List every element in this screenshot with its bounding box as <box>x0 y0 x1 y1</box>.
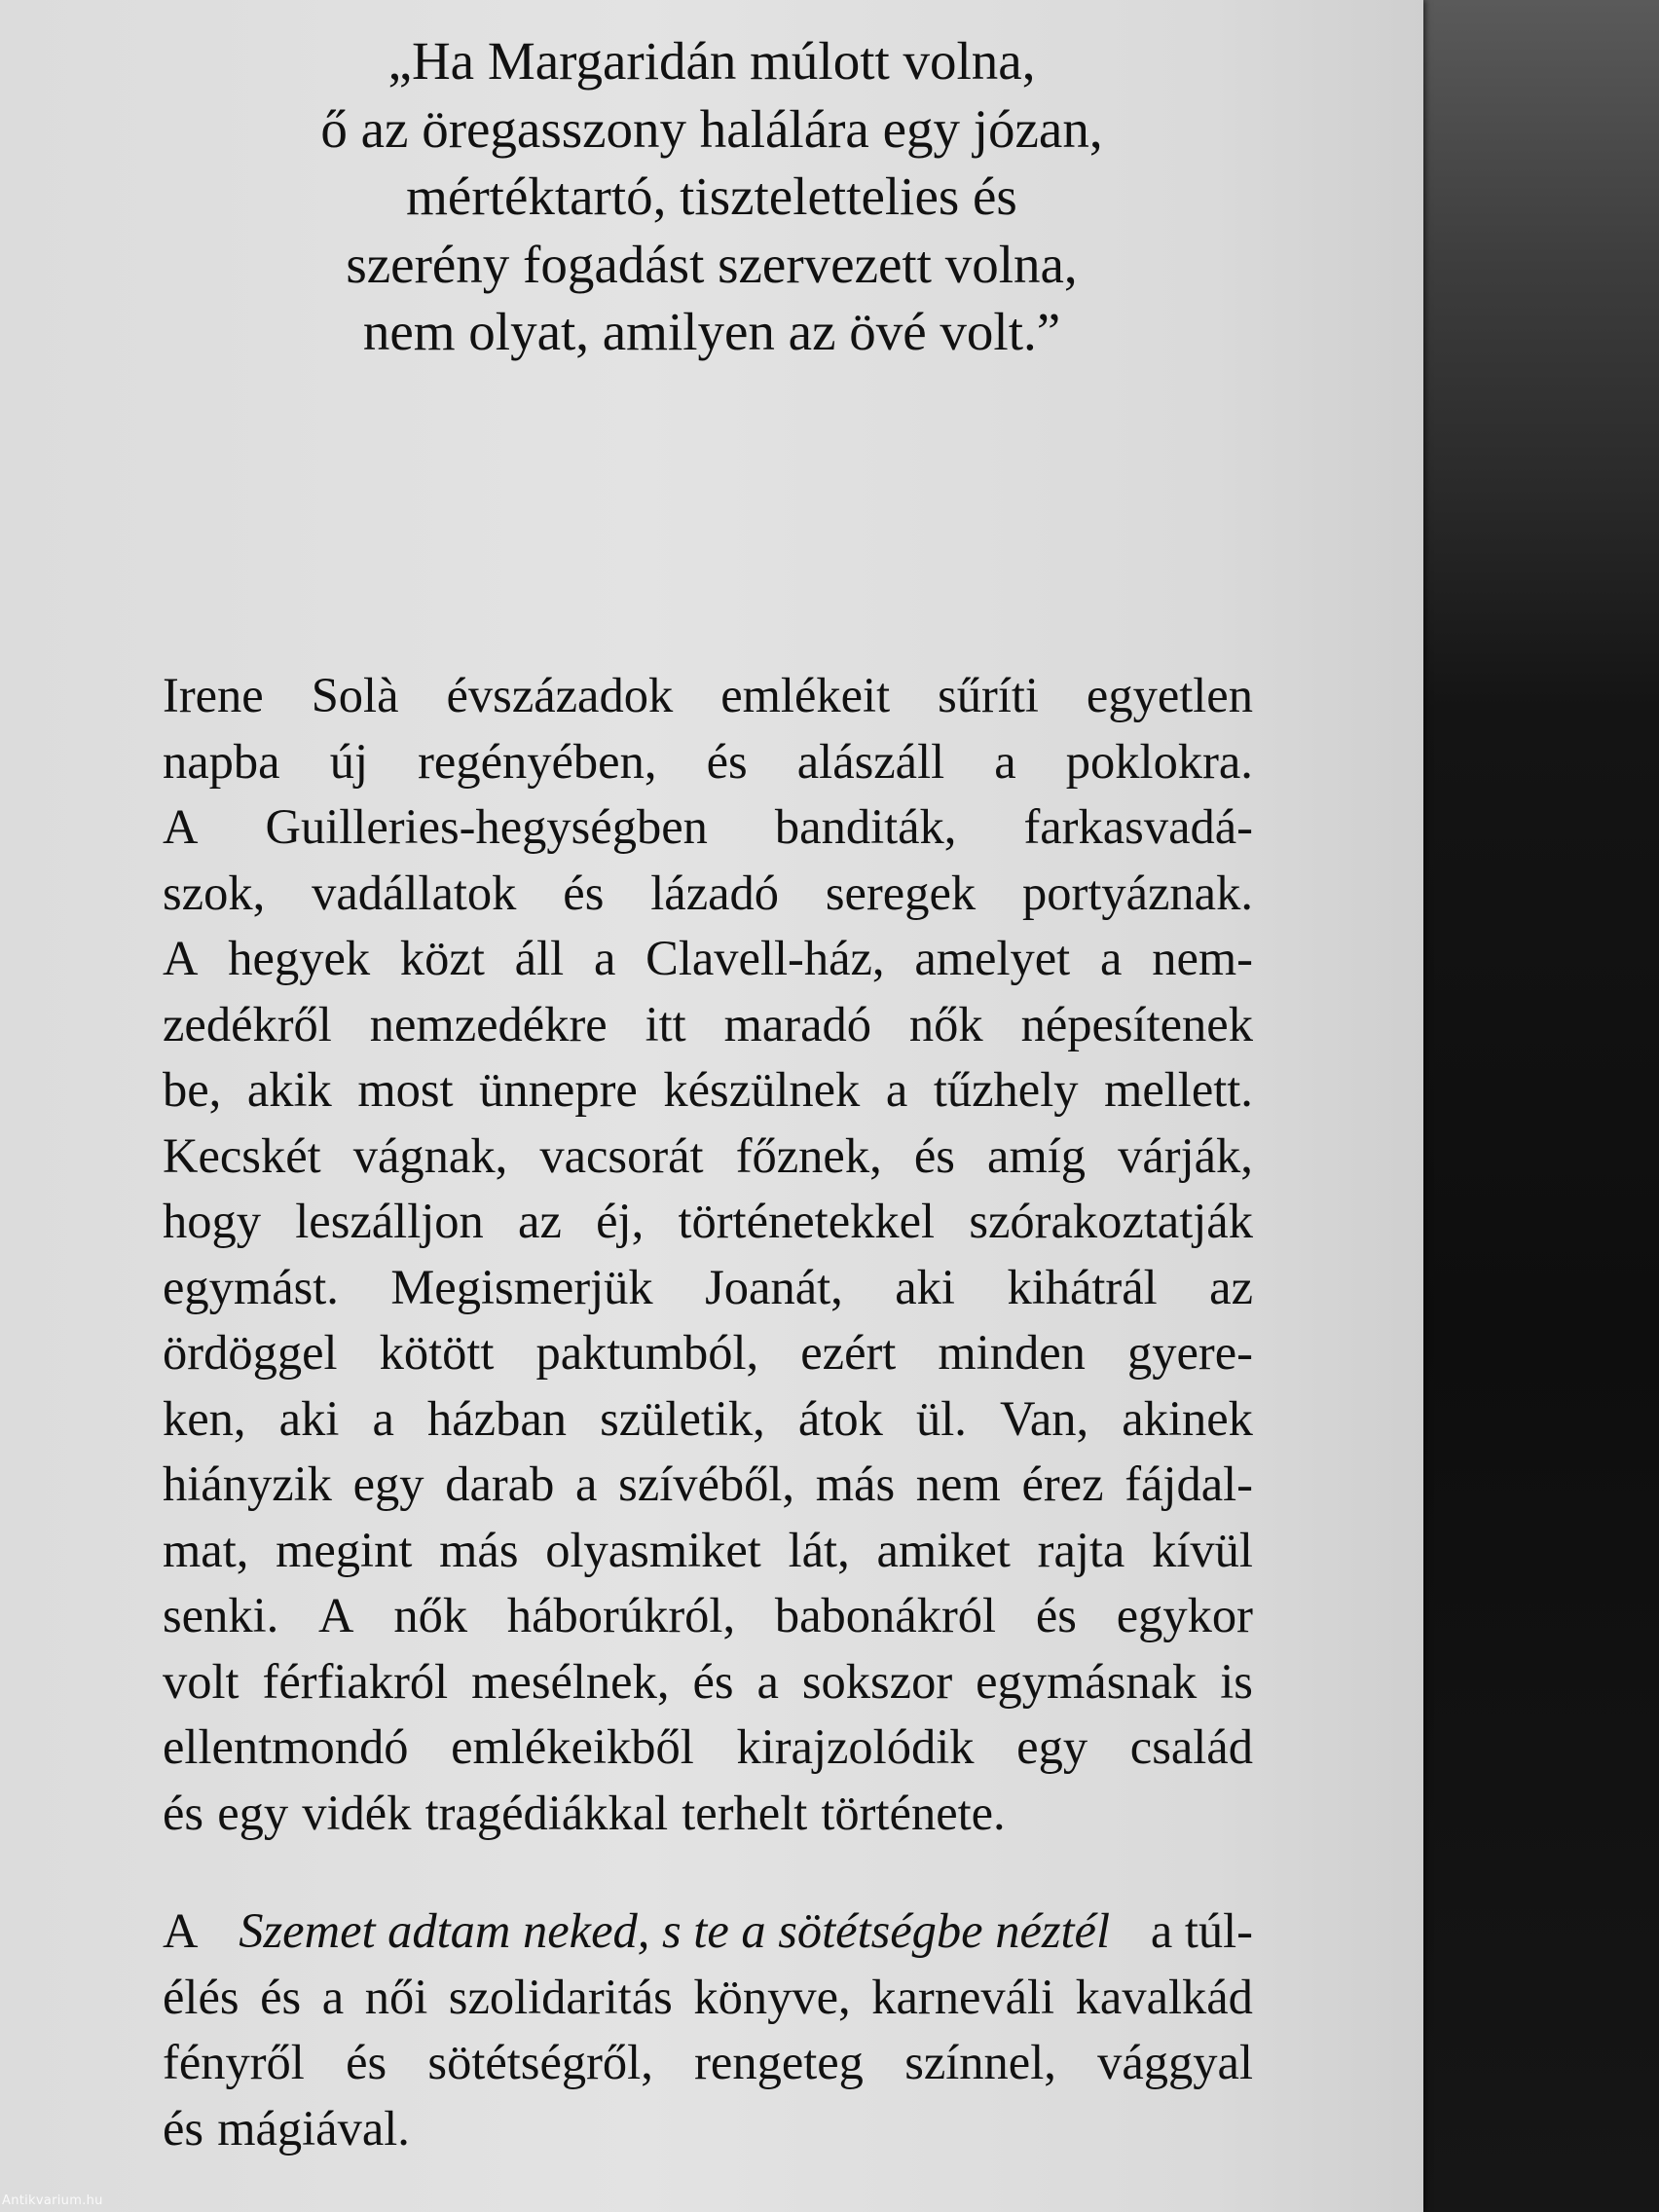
word: mesélnek, <box>471 1653 670 1709</box>
word: regényében, <box>418 733 657 789</box>
word: vidék <box>302 1785 412 1840</box>
word: a <box>885 1062 908 1117</box>
word: születik, <box>600 1390 765 1446</box>
quote-line: szerény fogadást szervezett volna, <box>346 234 1078 294</box>
word: története. <box>821 1785 1006 1840</box>
quote-line: mértéktartó, tisztelettelies és <box>406 166 1017 226</box>
word: ördöggel <box>163 1325 338 1380</box>
word: tragédiákkal <box>424 1785 669 1840</box>
word: poklokra. <box>1065 733 1253 789</box>
description-line <box>163 1583 1253 1649</box>
word: és <box>692 1653 734 1709</box>
word: napba <box>163 733 280 789</box>
description-line <box>163 1255 1253 1321</box>
word: egy <box>1016 1719 1088 1774</box>
word: banditák, <box>774 799 957 854</box>
word: leszálljon <box>295 1194 484 1248</box>
word: volt <box>163 1653 240 1709</box>
word: kötött <box>379 1325 495 1380</box>
word: a <box>321 1969 345 2024</box>
word: és <box>163 2100 204 2156</box>
word: megint <box>276 1522 413 1577</box>
word: seregek <box>825 865 977 920</box>
word: egy <box>352 1456 424 1511</box>
word: könyve, <box>693 1969 851 2024</box>
closing-prefix: A <box>163 1903 199 1958</box>
quote-line: nem olyat, amilyen az övé volt.” <box>362 302 1061 361</box>
word: éj, <box>596 1194 645 1248</box>
description-line <box>163 663 1253 729</box>
word: Clavell-ház, <box>645 931 885 985</box>
word: most <box>357 1062 454 1117</box>
description-line <box>163 1649 1253 1715</box>
word: ül. <box>915 1390 967 1446</box>
word: Guilleries-hegységben <box>265 799 708 854</box>
pull-quote <box>0 27 1423 366</box>
description-line <box>163 1189 1253 1255</box>
word: a <box>994 733 1016 789</box>
word: az <box>1209 1259 1253 1314</box>
word: zedékről <box>163 996 332 1051</box>
word: olyasmiket <box>545 1522 761 1577</box>
word: tűzhely <box>933 1062 1079 1117</box>
word: vadállatok <box>312 865 517 920</box>
word: A <box>318 1588 354 1642</box>
closing-suffix: a túl- <box>1150 1903 1253 1958</box>
word: Megismerjük <box>390 1259 653 1314</box>
word: női <box>364 1969 428 2024</box>
description-line <box>163 1320 1253 1386</box>
word: nem <box>915 1456 1001 1511</box>
word: házban <box>427 1390 567 1446</box>
word: senki. <box>163 1588 279 1642</box>
word: készülnek <box>663 1062 861 1117</box>
word: sokszor <box>801 1653 953 1709</box>
word: aki <box>278 1390 340 1446</box>
description-line <box>163 861 1253 927</box>
word: a <box>372 1390 394 1446</box>
closing-line <box>163 1899 1253 1965</box>
word: akik <box>246 1062 332 1117</box>
word: egykor <box>1116 1588 1253 1642</box>
word: A <box>163 799 199 854</box>
description-line <box>163 1124 1253 1190</box>
description-line <box>163 1452 1253 1518</box>
word: és <box>563 865 605 920</box>
word: Joanát, <box>705 1259 843 1314</box>
description-line <box>163 794 1253 861</box>
word: történetekkel <box>678 1194 936 1248</box>
word: kavalkád <box>1075 1969 1253 2024</box>
word: a <box>1099 931 1123 985</box>
word: be, <box>163 1062 222 1117</box>
word: kihátrál <box>1007 1259 1158 1314</box>
word: áll <box>514 931 565 985</box>
description-line <box>163 1781 1253 1847</box>
closing-paragraph <box>163 1899 1253 2161</box>
closing-line <box>163 2096 1253 2162</box>
word: emlékeikből <box>451 1719 694 1774</box>
word: rengeteg <box>694 2035 864 2089</box>
word: gyere- <box>1126 1325 1253 1380</box>
word: nemzedékre <box>369 996 608 1051</box>
word: egy <box>217 1785 289 1840</box>
word: szok, <box>163 865 266 920</box>
description-line <box>163 729 1253 795</box>
word: rajta <box>1037 1522 1125 1577</box>
word: és <box>163 1785 204 1840</box>
word: farkasvadá- <box>1023 799 1253 854</box>
quote-line: ő az öregasszony halálára egy józan, <box>320 98 1103 159</box>
word: nők <box>908 996 983 1051</box>
word: karneváli <box>871 1969 1055 2024</box>
word: mellett. <box>1104 1062 1253 1117</box>
word: és <box>1035 1588 1077 1642</box>
word: fényről <box>163 2035 305 2089</box>
book-title: Szemet adtam neked, s te a sötétségbe néztél <box>239 1903 1111 1958</box>
word: vágnak, <box>352 1127 508 1183</box>
word: kirajzolódik <box>736 1719 975 1774</box>
background-edge <box>1423 0 1659 2212</box>
description-line <box>163 992 1253 1058</box>
word: hegyek <box>228 931 371 985</box>
word: várják, <box>1118 1127 1253 1183</box>
word: aki <box>895 1259 955 1314</box>
word: szívéből, <box>618 1456 795 1511</box>
word: a <box>575 1456 598 1511</box>
word: hogy <box>163 1194 261 1248</box>
word: érez <box>1021 1456 1104 1511</box>
word: más <box>815 1456 896 1511</box>
word: Irene <box>163 668 264 722</box>
word: ezért <box>800 1325 897 1380</box>
word: más <box>439 1522 519 1577</box>
word: évszázadok <box>446 668 674 722</box>
word: szórakoztatják <box>969 1194 1253 1248</box>
word: babonákról <box>774 1588 997 1642</box>
watermark: Antikvarium.hu <box>2 2194 103 2208</box>
description-line <box>163 1057 1253 1124</box>
quote-line: „Ha Margaridán múlott volna, <box>387 31 1036 91</box>
word: mat, <box>163 1522 249 1577</box>
word: amiket <box>876 1522 1011 1577</box>
word: ellentmondó <box>163 1719 409 1774</box>
word: egymást. <box>163 1259 339 1314</box>
word: népesítenek <box>1020 996 1253 1051</box>
closing-line <box>163 1965 1253 2031</box>
word: és <box>346 2035 387 2089</box>
word: emlékeit <box>720 668 891 722</box>
word: sötétségről, <box>427 2035 653 2089</box>
word: nem- <box>1152 931 1253 985</box>
word: új <box>329 733 368 789</box>
word: lázadó <box>650 865 780 920</box>
word: vacsorát <box>539 1127 704 1183</box>
word: szolidaritás <box>448 1969 673 2024</box>
word: sűríti <box>938 668 1039 722</box>
word: A <box>163 931 199 985</box>
description-line <box>163 1386 1253 1453</box>
word: háborúkról, <box>506 1588 736 1642</box>
word: nők <box>393 1588 468 1642</box>
word: portyáznak. <box>1022 865 1253 920</box>
word: fájdal- <box>1124 1456 1253 1511</box>
word: család <box>1129 1719 1253 1774</box>
word: élés <box>163 1969 240 2024</box>
word: és <box>913 1127 955 1183</box>
word: akinek <box>1122 1390 1253 1446</box>
word: vággyal <box>1097 2035 1253 2089</box>
word: ünnepre <box>479 1062 638 1117</box>
word: közt <box>399 931 485 985</box>
word: és <box>706 733 748 789</box>
word: főznek, <box>735 1127 882 1183</box>
word: is <box>1220 1653 1253 1709</box>
word: hiányzik <box>163 1456 332 1511</box>
word: paktumból, <box>535 1325 759 1380</box>
word: terhelt <box>682 1785 808 1840</box>
word: darab <box>445 1456 555 1511</box>
word: maradó <box>723 996 872 1051</box>
word: átok <box>797 1390 883 1446</box>
word: amelyet <box>914 931 1071 985</box>
word: alászáll <box>796 733 945 789</box>
word: egyetlen <box>1086 668 1253 722</box>
word: minden <box>938 1325 1086 1380</box>
closing-line <box>163 2030 1253 2096</box>
description-line <box>163 926 1253 992</box>
description-line <box>163 1518 1253 1584</box>
word: és <box>260 1969 302 2024</box>
word: ken, <box>163 1390 246 1446</box>
word: mágiával. <box>217 2100 410 2156</box>
word: a <box>593 931 616 985</box>
description-line <box>163 1714 1253 1781</box>
word: amíg <box>987 1127 1087 1183</box>
word: lát, <box>788 1522 850 1577</box>
description-paragraph <box>163 663 1253 1846</box>
word: férfiakról <box>262 1653 449 1709</box>
word: az <box>518 1194 562 1248</box>
word: Solà <box>311 668 399 722</box>
word: színnel, <box>904 2035 1056 2089</box>
word: Van, <box>1000 1390 1089 1446</box>
word: kívül <box>1152 1522 1253 1577</box>
word: egymásnak <box>976 1653 1198 1709</box>
word: Kecskét <box>163 1127 321 1183</box>
word: itt <box>645 996 686 1051</box>
word: a <box>756 1653 779 1709</box>
